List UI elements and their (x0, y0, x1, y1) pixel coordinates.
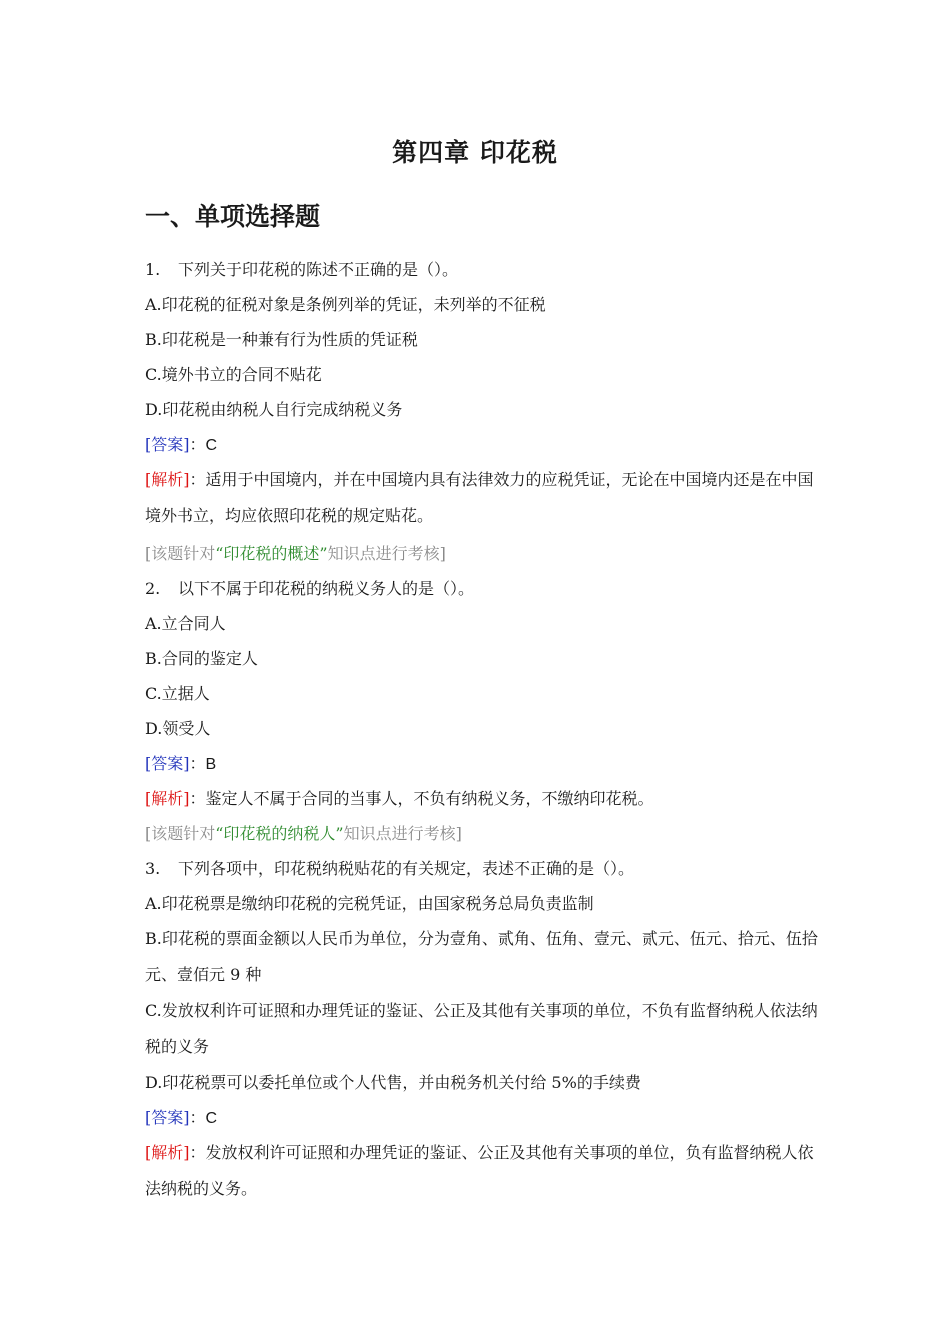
answer-separator: ： (189, 754, 206, 773)
option-b: B.印花税的票面金额以人民币为单位，分为壹角、贰角、伍角、壹元、贰元、伍元、拾元、伍拾元、壹佰元 9 种 (145, 929, 818, 984)
answer-value: C (205, 1110, 218, 1127)
option-d: D.印花税由纳税人自行完成纳税义务 (145, 400, 403, 419)
question-stem (145, 851, 825, 886)
chapter-title: 第四章 印花税 (392, 138, 558, 167)
question-list (145, 252, 825, 1207)
knowledge-point: “印花税的概述” (215, 544, 328, 563)
question-number: 1. (145, 260, 161, 279)
analysis-tag: [解析] (145, 1143, 190, 1162)
option-d: D.领受人 (145, 719, 211, 738)
answer-value: B (205, 756, 217, 773)
analysis-text: 适用于中国境内，并在中国境内具有法律效力的应税凭证，无论在中国境内还是在中国境外书立，均应依照印花税的规定贴花。 (145, 470, 814, 525)
answer-value: C (205, 437, 218, 454)
question-text: 下列各项中，印花税纳税贴花的有关规定，表述不正确的是（）。 (178, 859, 635, 878)
answer-tag: [答案] (145, 1108, 190, 1127)
answer-tag: [答案] (145, 754, 190, 773)
question-text: 下列关于印花税的陈述不正确的是（）。 (178, 260, 459, 279)
note-prefix: [该题针对 (145, 824, 216, 843)
answer-line (145, 746, 825, 781)
analysis-line (145, 1135, 825, 1207)
option-b: B.合同的鉴定人 (145, 649, 258, 668)
knowledge-point-note (145, 816, 825, 851)
knowledge-point: “印花税的纳税人” (215, 824, 344, 843)
answer-line (145, 1100, 825, 1135)
note-suffix: 知识点进行考核] (327, 544, 446, 563)
question-number: 2. (145, 579, 161, 598)
answer-tag: [答案] (145, 435, 190, 454)
section-heading: 一、单项选择题 (145, 202, 321, 231)
analysis-text: 发放权利许可证照和办理凭证的鉴证、公正及其他有关事项的单位，负有监督纳税人依法纳税的义务。 (145, 1143, 814, 1198)
option-a: A.印花税的征税对象是条例列举的凭证，未列举的不征税 (145, 295, 546, 314)
analysis-tag: [解析] (145, 789, 190, 808)
analysis-line (145, 462, 825, 534)
option-c: C.立据人 (145, 684, 210, 703)
analysis-text: 鉴定人不属于合同的当事人，不负有纳税义务，不缴纳印花税。 (205, 789, 654, 808)
answer-line (145, 427, 825, 462)
analysis-separator: ： (189, 1143, 206, 1162)
analysis-line (145, 781, 825, 816)
question-stem (145, 571, 825, 606)
question-number: 3. (145, 859, 161, 878)
option-c: C.境外书立的合同不贴花 (145, 365, 322, 384)
answer-separator: ： (189, 1108, 206, 1127)
analysis-separator: ： (189, 789, 206, 808)
answer-separator: ： (189, 435, 206, 454)
analysis-separator: ： (189, 470, 206, 489)
question-text: 以下不属于印花税的纳税义务人的是（）。 (178, 579, 475, 598)
option-a: A.立合同人 (145, 614, 226, 633)
knowledge-point-note (145, 536, 825, 571)
analysis-tag: [解析] (145, 470, 190, 489)
option-a: A.印花税票是缴纳印花税的完税凭证，由国家税务总局负责监制 (145, 894, 594, 913)
option-d: D.印花税票可以委托单位或个人代售，并由税务机关付给 5%的手续费 (145, 1073, 641, 1092)
note-suffix: 知识点进行考核] (343, 824, 462, 843)
option-b: B.印花税是一种兼有行为性质的凭证税 (145, 330, 418, 349)
question-stem (145, 252, 825, 287)
option-c: C.发放权利许可证照和办理凭证的鉴证、公正及其他有关事项的单位，不负有监督纳税人依法纳税的义务 (145, 1001, 818, 1056)
note-prefix: [该题针对 (145, 544, 216, 563)
